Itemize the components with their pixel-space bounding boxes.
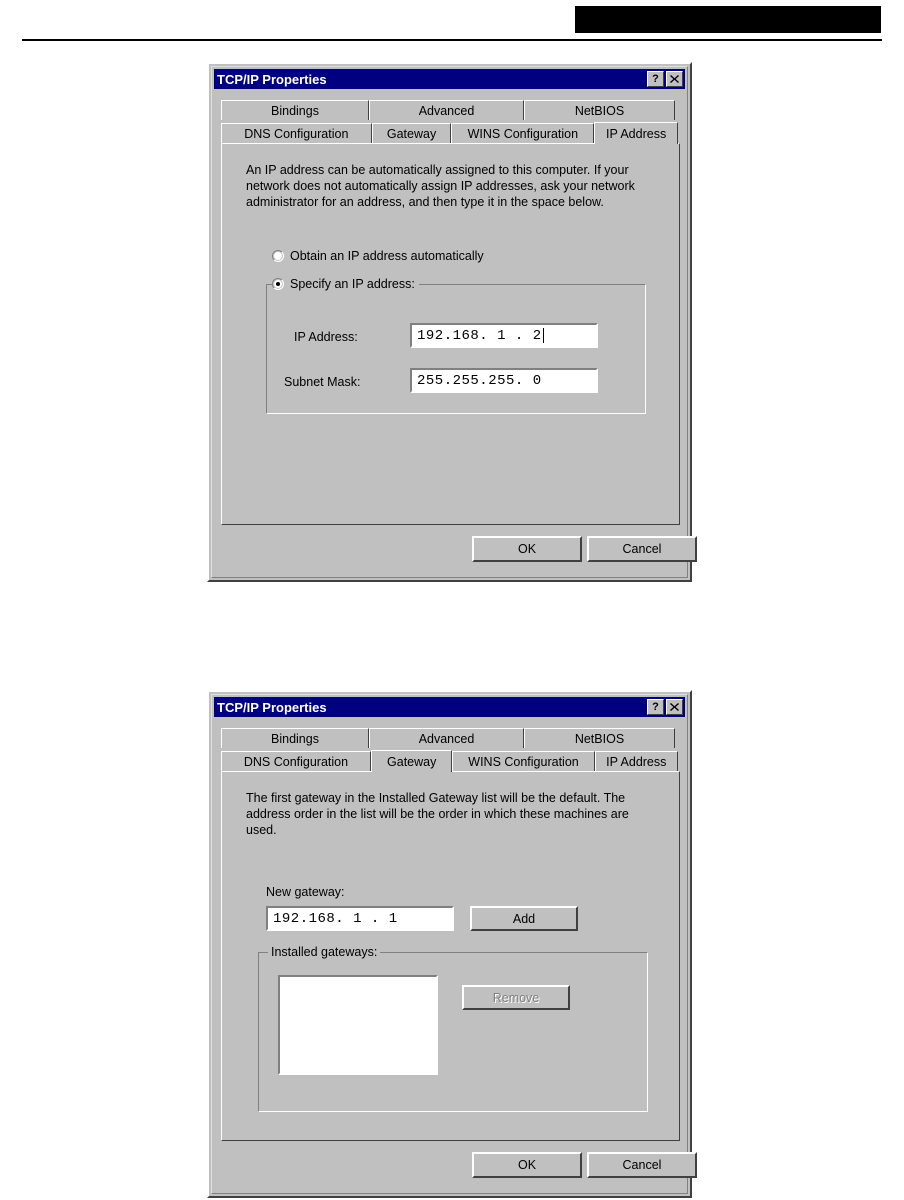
tab-description: An IP address can be automatically assigned to this computer. If your network does not automatically assign IP addresses, ask your network administrator for an address, and then type it in the space below.: [246, 163, 635, 209]
tab-row-top: [221, 99, 678, 120]
tab-label: WINS Configuration: [468, 754, 579, 769]
tabstrip: [221, 99, 678, 143]
tab-row-bottom: [221, 750, 678, 771]
specify-ip-groupbox: [266, 284, 646, 414]
subnet-mask-label: Subnet Mask:: [284, 375, 361, 389]
help-icon[interactable]: ?: [647, 699, 664, 715]
subnet-mask-input[interactable]: [410, 368, 598, 393]
tab-label: IP Address: [606, 754, 667, 769]
tab-wins-configuration[interactable]: [452, 751, 594, 771]
radio-button-icon[interactable]: [272, 250, 284, 262]
tab-label: Gateway: [386, 126, 437, 141]
cancel-button-label: Cancel: [622, 1158, 662, 1172]
tab-dns-configuration[interactable]: [221, 123, 372, 143]
subnet-mask-value: 255.255.255. 0: [417, 372, 542, 389]
radio-label: Specify an IP address:: [290, 277, 415, 291]
installed-gateways-list[interactable]: [278, 975, 438, 1075]
dialog-title: TCP/IP Properties: [217, 71, 327, 87]
dialog-title: TCP/IP Properties: [217, 699, 327, 715]
tab-bindings[interactable]: [221, 728, 369, 748]
text-caret: [543, 328, 544, 343]
tab-label: Advanced: [418, 103, 475, 118]
close-icon[interactable]: [666, 71, 683, 87]
tab-label: Advanced: [418, 731, 475, 746]
tab-ip-address[interactable]: [595, 751, 678, 771]
tab-description: The first gateway in the Installed Gateway list will be the default. The address order in the list will be the order in which these machines are used.: [246, 791, 629, 837]
radio-specify-ip-address[interactable]: [272, 277, 419, 291]
add-button-label: Add: [512, 911, 536, 926]
tab-label: Bindings: [271, 731, 319, 746]
add-gateway-button[interactable]: [470, 906, 578, 931]
ok-button[interactable]: [472, 536, 582, 562]
new-gateway-label: New gateway:: [266, 885, 345, 899]
ok-button-label: OK: [517, 542, 537, 556]
tab-page-gateway: [221, 771, 680, 1141]
groupbox-bevel: [266, 284, 646, 414]
tab-gateway[interactable]: [371, 750, 452, 772]
header-divider: [22, 39, 882, 41]
titlebar-button-group: [647, 71, 683, 87]
titlebar[interactable]: [214, 69, 685, 89]
installed-gateways-label: Installed gateways:: [268, 945, 380, 959]
tab-label: NetBIOS: [574, 103, 625, 118]
remove-gateway-button[interactable]: [462, 985, 570, 1010]
close-x-glyph: [670, 75, 679, 83]
tab-netbios[interactable]: [524, 728, 675, 748]
tab-label: DNS Configuration: [243, 754, 349, 769]
tab-label: DNS Configuration: [244, 126, 349, 141]
tab-bindings[interactable]: [221, 100, 369, 120]
ip-address-input[interactable]: [410, 323, 598, 348]
tab-row-bottom: [221, 122, 678, 143]
tab-label: Gateway: [387, 754, 437, 769]
tab-row-top: [221, 727, 678, 748]
ok-button[interactable]: [472, 1152, 582, 1178]
tab-advanced[interactable]: [369, 100, 524, 120]
tab-label: NetBIOS: [574, 731, 625, 746]
tcpip-properties-dialog-ip: [207, 62, 692, 582]
tab-page-ip-address: [221, 143, 680, 525]
titlebar-button-group: [647, 699, 683, 715]
tab-label: WINS Configuration: [467, 126, 579, 141]
ip-address-label: IP Address:: [294, 330, 358, 344]
remove-button-label: Remove: [492, 990, 540, 1005]
cancel-button-label: Cancel: [622, 542, 662, 556]
tcpip-properties-dialog-gateway: [207, 690, 692, 1198]
tab-advanced[interactable]: [369, 728, 524, 748]
new-gateway-value: 192.168. 1 . 1: [273, 910, 398, 927]
radio-label: Obtain an IP address automatically: [290, 249, 484, 263]
tab-label: IP Address: [605, 126, 667, 141]
tab-label: Bindings: [271, 103, 319, 118]
help-icon[interactable]: ?: [647, 71, 664, 87]
tab-ip-address[interactable]: [594, 122, 678, 144]
radio-button-icon[interactable]: [272, 278, 284, 290]
tab-wins-configuration[interactable]: [451, 123, 594, 143]
ok-button-label: OK: [517, 1158, 537, 1172]
tabstrip: [221, 727, 678, 771]
radio-obtain-ip-automatically[interactable]: [272, 249, 484, 263]
new-gateway-input[interactable]: [266, 906, 454, 931]
cancel-button[interactable]: [587, 1152, 697, 1178]
titlebar[interactable]: [214, 697, 685, 717]
ip-address-value: 192.168. 1 . 2: [417, 327, 542, 344]
tab-netbios[interactable]: [524, 100, 675, 120]
tab-dns-configuration[interactable]: [221, 751, 371, 771]
tab-gateway[interactable]: [372, 123, 452, 143]
cancel-button[interactable]: [587, 536, 697, 562]
close-x-glyph: [670, 703, 679, 711]
header-black-bar: [575, 6, 881, 33]
close-icon[interactable]: [666, 699, 683, 715]
